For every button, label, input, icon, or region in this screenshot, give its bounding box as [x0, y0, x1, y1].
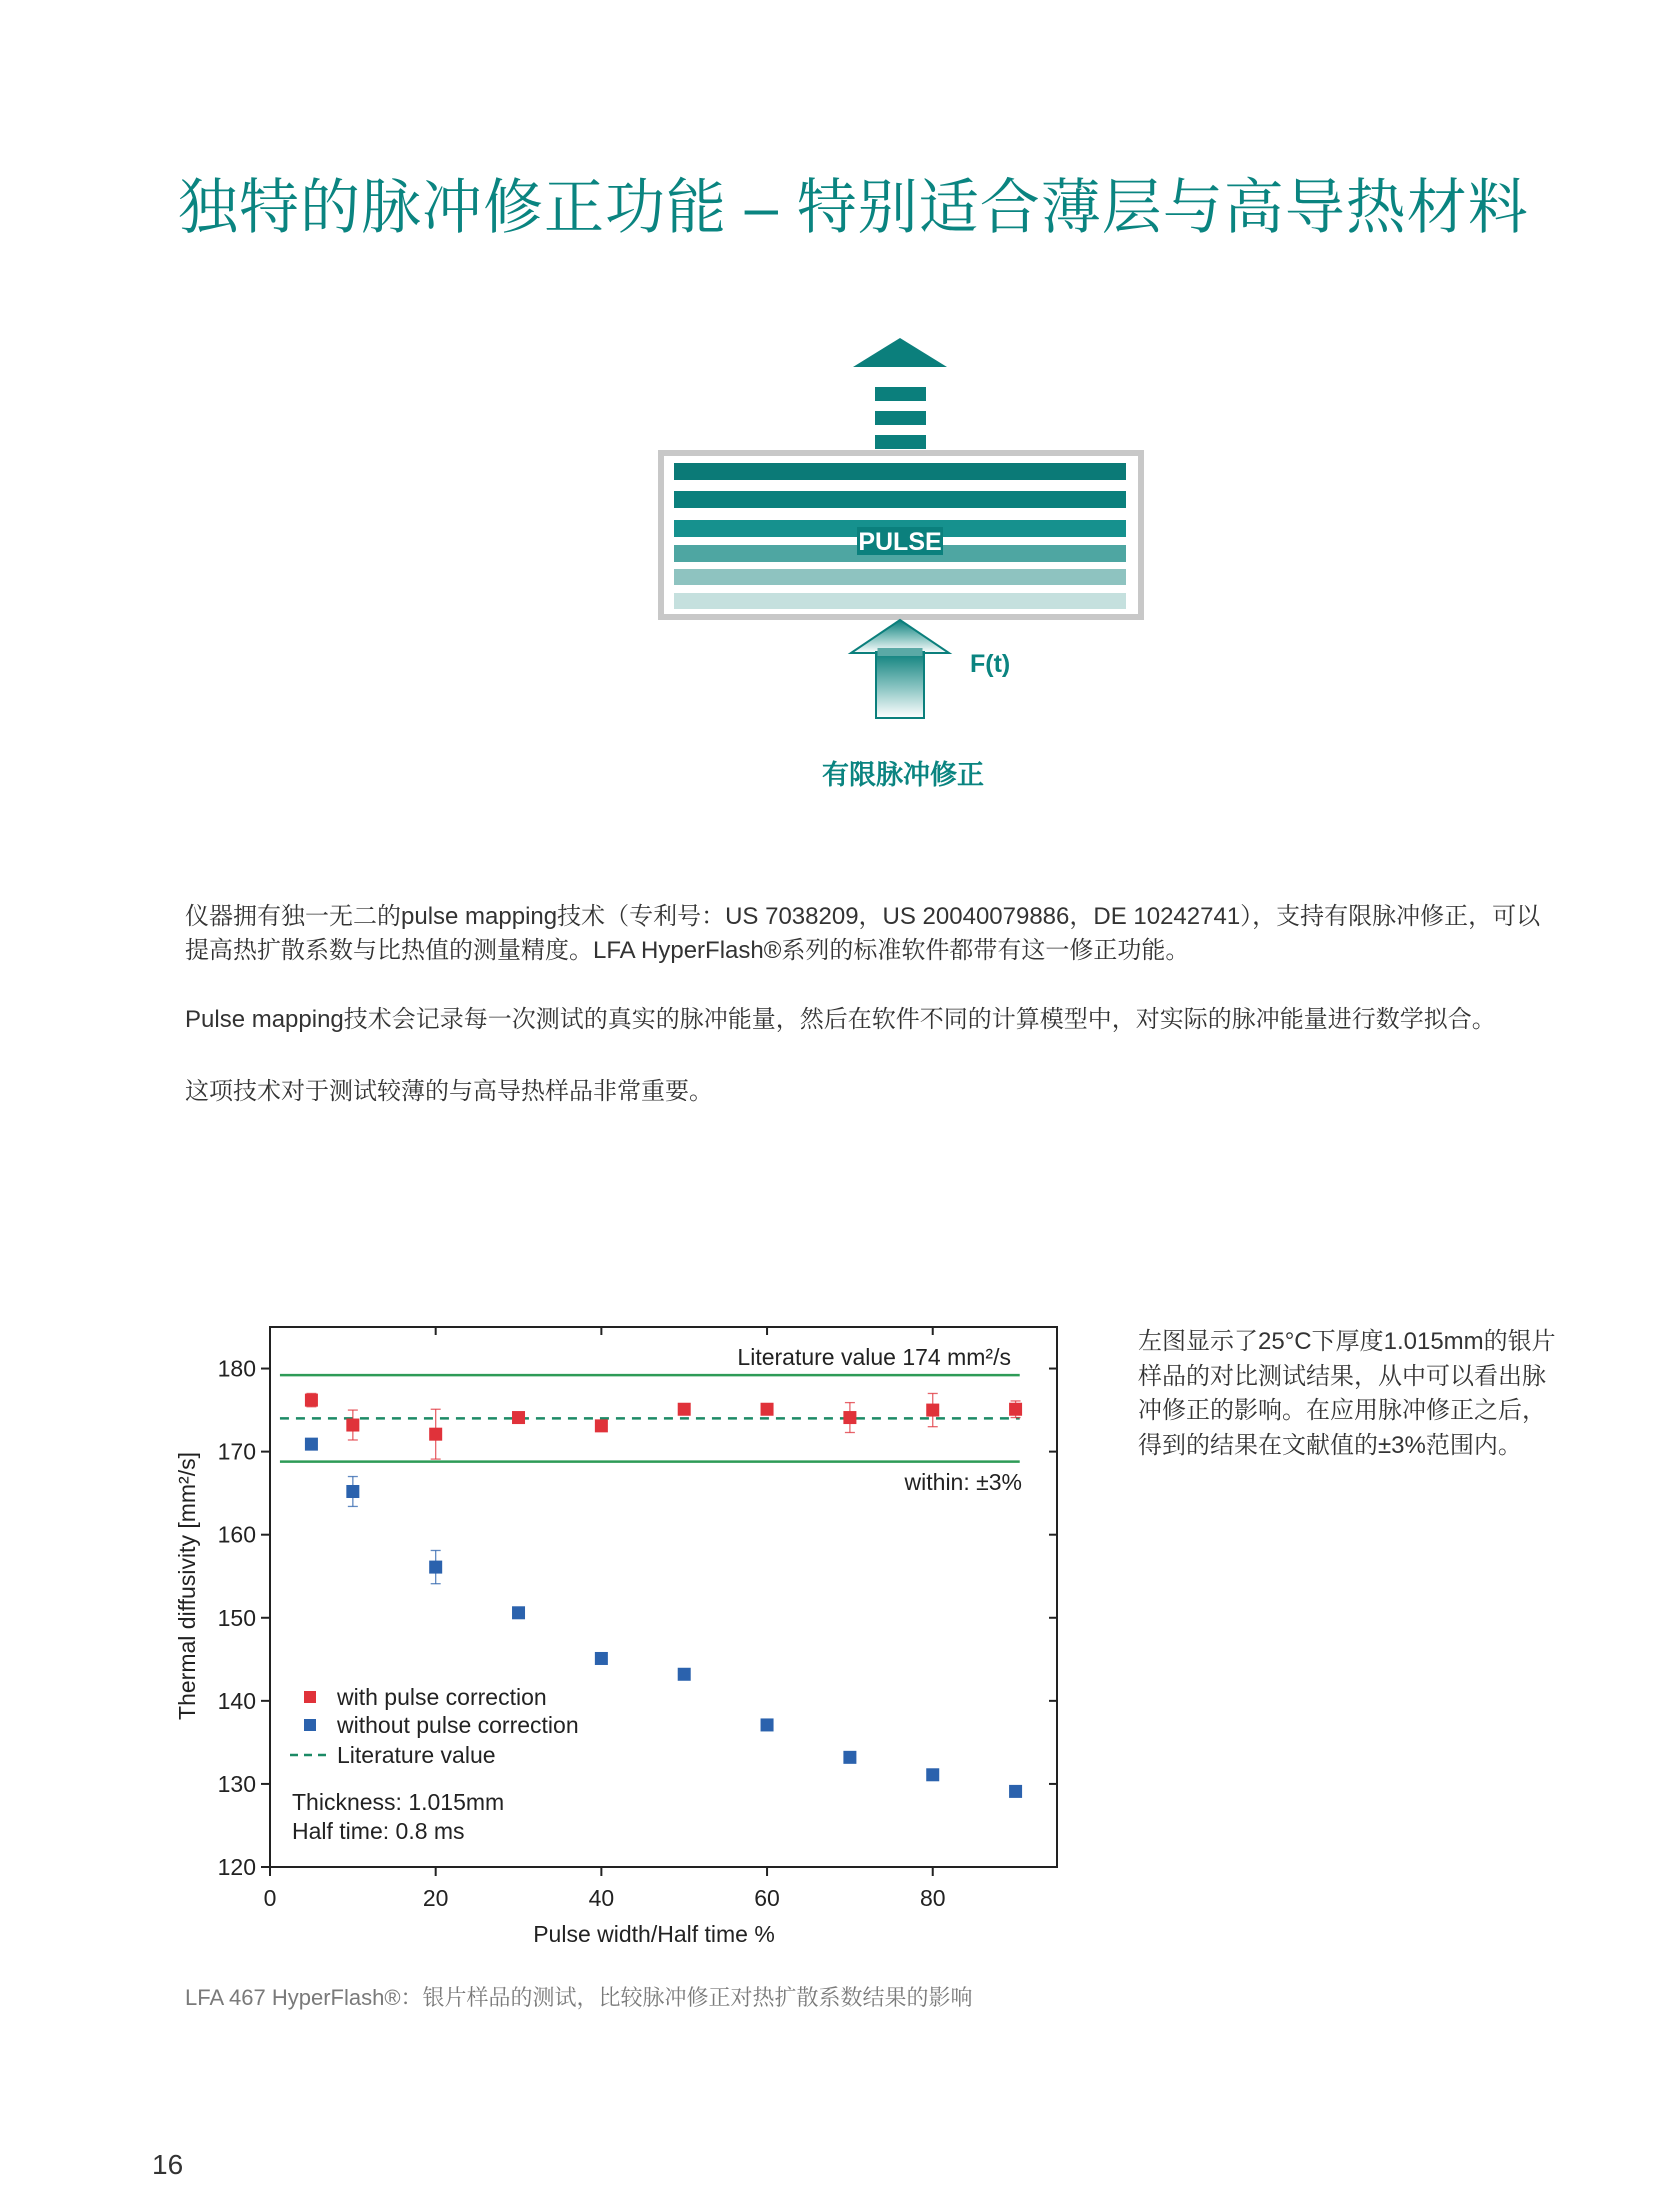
- data-point-without-correction: [678, 1668, 691, 1681]
- pulse-diagram: [640, 330, 1160, 730]
- half-time-annotation: Half time: 0.8 ms: [292, 1818, 465, 1844]
- literature-annotation: Literature value 174 mm²/s: [737, 1344, 1011, 1370]
- data-point-with-correction: [843, 1411, 856, 1424]
- data-point-with-correction: [926, 1404, 939, 1417]
- legend-label-without-correction: without pulse correction: [337, 1712, 579, 1738]
- x-tick-label: 80: [919, 1885, 946, 1911]
- paragraph-line: 提高热扩散系数与比热值的测量精度。LFA HyperFlash®系列的标准软件都带有这一修正功能。: [185, 937, 1190, 964]
- x-tick-label: 60: [754, 1885, 780, 1911]
- heat-arrow-bar: [875, 387, 926, 401]
- page-title: 独特的脉冲修正功能 – 特别适合薄层与高导热材料: [178, 174, 1529, 241]
- data-point-with-correction: [305, 1394, 318, 1407]
- side-note-line: 样品的对比测试结果，从中可以看出脉: [1138, 1362, 1546, 1390]
- side-note-line: 冲修正的影响。在应用脉冲修正之后，: [1138, 1397, 1546, 1424]
- data-point-without-correction: [1009, 1785, 1022, 1798]
- force-label: F(t): [970, 650, 1011, 678]
- data-point-with-correction: [346, 1419, 359, 1432]
- chart-legend: [290, 1684, 579, 1768]
- y-tick-label: 160: [217, 1521, 256, 1548]
- data-point-with-correction: [595, 1419, 608, 1432]
- data-point-without-correction: [595, 1652, 608, 1665]
- data-point-with-correction: [1009, 1403, 1022, 1416]
- data-point-without-correction: [512, 1606, 525, 1619]
- page-number: 16: [152, 2149, 184, 2180]
- legend-label-with-correction: with pulse correction: [337, 1684, 547, 1710]
- heat-arrow-head: [853, 338, 947, 367]
- data-point-with-correction: [429, 1428, 442, 1441]
- data-point-with-correction: [761, 1403, 774, 1416]
- side-note-line: 左图显示了25°C下厚度1.015mm的银片: [1138, 1328, 1556, 1355]
- data-point-without-correction: [346, 1485, 359, 1498]
- data-point-without-correction: [429, 1561, 442, 1574]
- x-tick-label: 0: [263, 1885, 277, 1911]
- diagram-caption: 有限脉冲修正: [822, 760, 984, 790]
- pulse-arrow-shaft: [876, 652, 924, 718]
- tolerance-annotation: within: ±3%: [904, 1469, 1022, 1495]
- paragraph-pulse-energy: Pulse mapping技术会记录每一次测试的真实的脉冲能量，然后在软件不同的计算模型中，对实际的脉冲能量进行数学拟合。: [185, 1006, 1496, 1033]
- reference-lines: [280, 1375, 1020, 1461]
- x-axis-label: Pulse width/Half time %: [533, 1921, 775, 1947]
- diffusivity-chart: [150, 1290, 1100, 1970]
- data-point-with-correction: [512, 1411, 525, 1424]
- heat-arrow-bar: [875, 411, 926, 425]
- y-tick-label: 170: [217, 1438, 256, 1465]
- thickness-annotation: Thickness: 1.015mm: [292, 1789, 505, 1815]
- sample-layer: [674, 463, 1126, 480]
- data-point-without-correction: [305, 1438, 318, 1451]
- legend-label-literature: Literature value: [337, 1742, 496, 1768]
- y-tick-label: 180: [217, 1355, 256, 1382]
- x-tick-label: 20: [422, 1885, 449, 1911]
- y-tick-label: 140: [217, 1687, 256, 1714]
- side-note-line: 得到的结果在文献值的±3%范围内。: [1138, 1431, 1522, 1459]
- paragraph-pulse-mapping: [185, 900, 1625, 968]
- pulse-arrow-joint-cover: [878, 648, 923, 656]
- data-point-with-correction: [678, 1403, 691, 1416]
- chart-side-note: [1138, 1325, 1638, 1463]
- data-point-without-correction: [843, 1751, 856, 1764]
- figure-caption: LFA 467 HyperFlash®：银片样品的测试，比较脉冲修正对热扩散系数结果的影响: [185, 1985, 973, 2010]
- legend-marker-with-correction: [304, 1691, 316, 1703]
- heat-arrow-bar: [875, 435, 926, 449]
- y-tick-label: 130: [217, 1770, 256, 1797]
- y-tick-label: 120: [217, 1854, 256, 1880]
- x-tick-label: 40: [588, 1885, 615, 1911]
- legend-marker-without-correction: [304, 1719, 316, 1731]
- pulse-label: PULSE: [858, 528, 942, 556]
- y-axis-label: Thermal diffusivity [mm²/s]: [174, 1452, 200, 1720]
- sample-layer: [674, 569, 1126, 585]
- sample-layer: [674, 491, 1126, 508]
- y-tick-label: 150: [217, 1604, 256, 1631]
- sample-layer: [674, 593, 1126, 609]
- paragraph-importance: 这项技术对于测试较薄的与高导热样品非常重要。: [185, 1078, 713, 1105]
- data-point-without-correction: [926, 1768, 939, 1781]
- data-point-without-correction: [761, 1718, 774, 1731]
- paragraph-line: 仪器拥有独一无二的pulse mapping技术（专利号：US 7038209，US 20040079886，DE 10242741），支持有限脉冲修正，可以: [185, 903, 1541, 930]
